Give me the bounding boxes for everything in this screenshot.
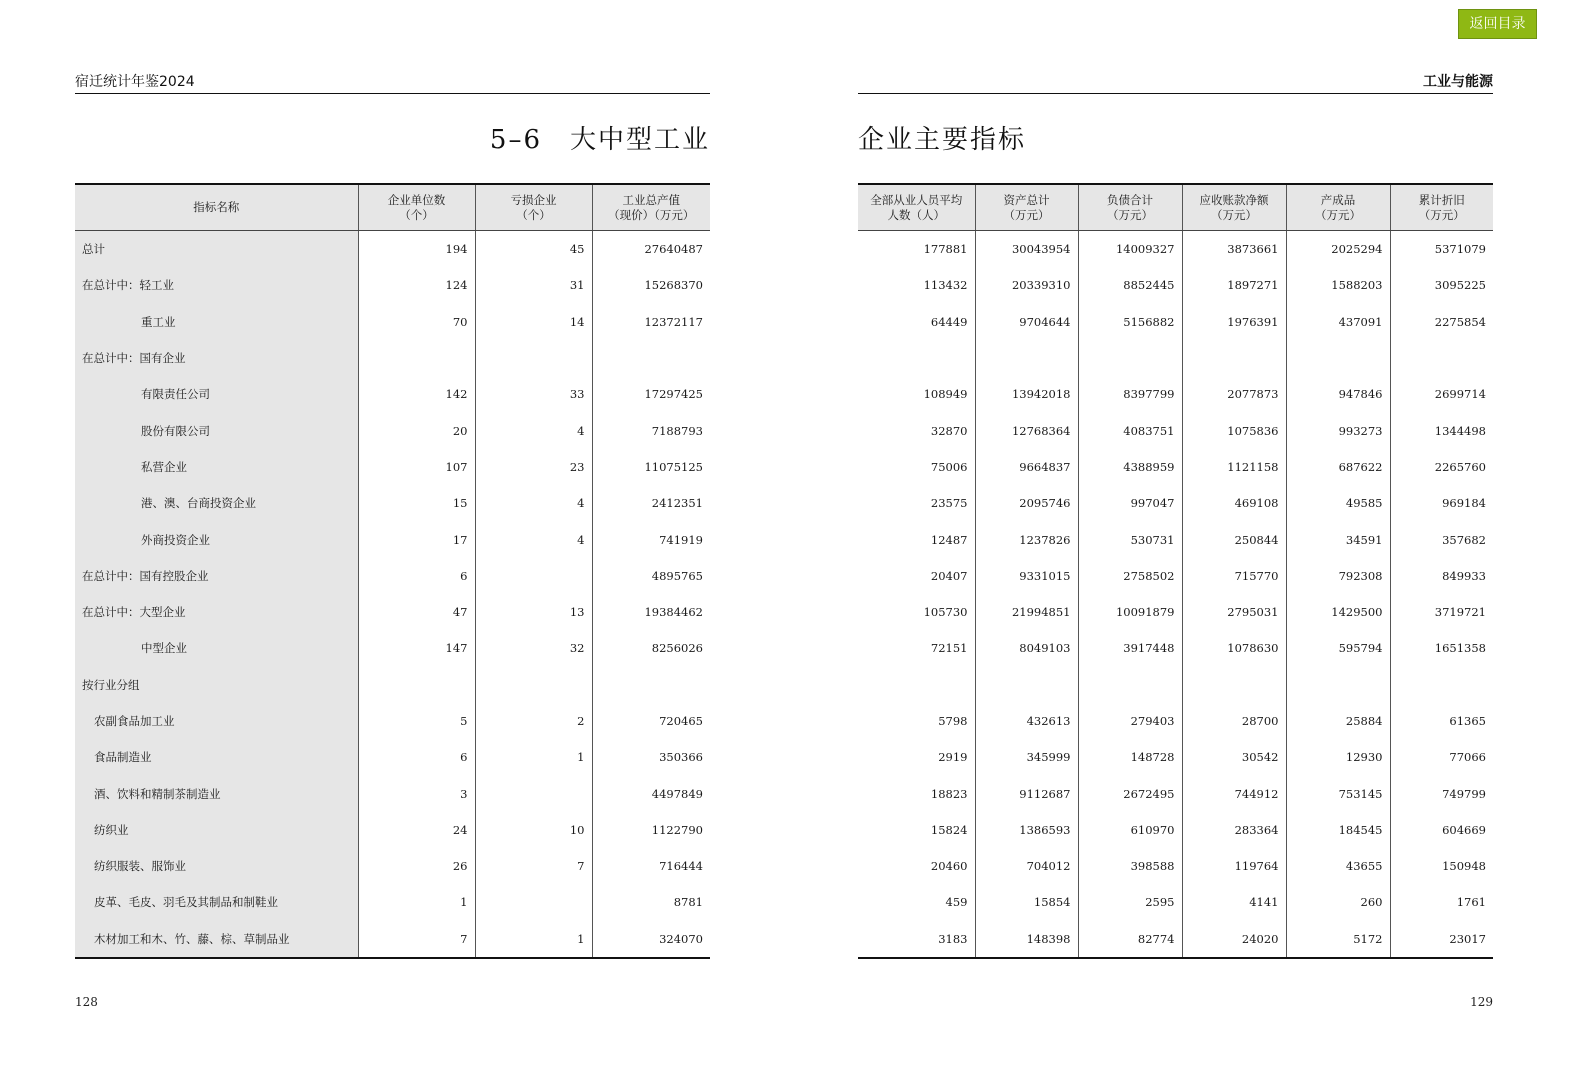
table-cell: 1386593 <box>975 812 1078 848</box>
table-cell: 5798 <box>938 714 968 728</box>
table-cell: 1897271 <box>1182 267 1286 303</box>
table-cell: 15 <box>358 485 475 521</box>
table-cell: 3873661 <box>1182 231 1286 268</box>
table-row <box>75 412 710 448</box>
table-row <box>858 775 1493 811</box>
table-header-row <box>858 184 1493 231</box>
table-cell: 30542 <box>1182 739 1286 775</box>
table-row <box>75 340 710 376</box>
table-row <box>858 812 1493 848</box>
table-cell: 604669 <box>1390 812 1493 848</box>
table-cell: 61365 <box>1390 703 1493 739</box>
table-cell: 704012 <box>975 848 1078 884</box>
table-cell: 2595 <box>1078 884 1182 920</box>
table-cell: 8256026 <box>592 630 710 666</box>
table-cell: 75006 <box>930 459 968 474</box>
table-cell: 72151 <box>930 641 968 656</box>
row-label: 中型企业 <box>75 630 358 666</box>
table-cell: 2 <box>475 703 592 739</box>
table-row <box>858 703 1493 739</box>
column-header: 应收账款净额 （万元） <box>1182 184 1286 231</box>
page-number-right: 129 <box>1470 995 1493 1009</box>
table-cell <box>1286 667 1390 703</box>
column-header: 亏损企业 （个） <box>475 184 592 231</box>
table-row <box>858 231 1493 268</box>
row-label: 食品制造业 <box>75 739 358 775</box>
table-cell: 4 <box>475 485 592 521</box>
table-cell: 142 <box>358 376 475 412</box>
table-cell <box>858 340 975 376</box>
table-cell: 10091879 <box>1078 594 1182 630</box>
table-cell: 792308 <box>1286 558 1390 594</box>
table-cell: 2699714 <box>1390 376 1493 412</box>
running-head-right: 工业与能源 <box>1423 74 1493 90</box>
table-cell: 283364 <box>1182 812 1286 848</box>
table-cell: 11075125 <box>592 449 710 485</box>
table-cell: 2095746 <box>975 485 1078 521</box>
table-cell: 997047 <box>1078 485 1182 521</box>
table-cell: 194 <box>358 231 475 268</box>
table-cell: 10 <box>475 812 592 848</box>
table-cell: 20460 <box>930 859 968 874</box>
table-cell <box>358 340 475 376</box>
table-cell: 469108 <box>1182 485 1286 521</box>
table-cell: 4083751 <box>1078 412 1182 448</box>
table-row <box>858 412 1493 448</box>
return-to-contents-button[interactable]: 返回目录 <box>1458 9 1537 39</box>
row-label: 有限责任公司 <box>75 376 358 412</box>
table-cell: 324070 <box>592 921 710 958</box>
table-cell: 398588 <box>1078 848 1182 884</box>
table-cell: 250844 <box>1182 521 1286 557</box>
row-label: 在总计中：轻工业 <box>75 267 358 303</box>
table-row <box>75 449 710 485</box>
table-row <box>75 884 710 920</box>
table-cell: 6 <box>358 739 475 775</box>
table-cell <box>858 667 975 703</box>
table-cell: 1761 <box>1390 884 1493 920</box>
table-cell: 43655 <box>1286 848 1390 884</box>
row-label: 木材加工和木、竹、藤、棕、草制品业 <box>75 921 358 958</box>
table-cell: 260 <box>1286 884 1390 920</box>
table-cell: 70 <box>358 304 475 340</box>
table-cell: 20 <box>358 412 475 448</box>
table-cell: 1344498 <box>1390 412 1493 448</box>
table-cell: 1651358 <box>1390 630 1493 666</box>
table-row <box>75 630 710 666</box>
table-cell <box>975 667 1078 703</box>
table-row <box>75 812 710 848</box>
table-cell: 459 <box>945 895 968 910</box>
table-cell: 4141 <box>1182 884 1286 920</box>
table-row <box>75 739 710 775</box>
table-cell <box>475 884 592 920</box>
table-cell: 2077873 <box>1182 376 1286 412</box>
table-cell: 2758502 <box>1078 558 1182 594</box>
table-row <box>858 485 1493 521</box>
table-cell: 7 <box>475 848 592 884</box>
table-row <box>75 775 710 811</box>
running-head-left: 宿迁统计年鉴2024 <box>75 74 195 90</box>
table-cell: 530731 <box>1078 521 1182 557</box>
table-cell: 24 <box>358 812 475 848</box>
table-cell: 1 <box>475 739 592 775</box>
table-cell <box>1182 340 1286 376</box>
data-table-right <box>858 183 1493 959</box>
table-cell: 1429500 <box>1286 594 1390 630</box>
table-cell: 8852445 <box>1078 267 1182 303</box>
table-cell: 12487 <box>930 532 968 547</box>
table-cell: 720465 <box>592 703 710 739</box>
table-cell: 18823 <box>930 786 968 801</box>
table-cell: 14 <box>475 304 592 340</box>
table-cell: 19384462 <box>592 594 710 630</box>
table-row <box>858 739 1493 775</box>
table-cell <box>475 558 592 594</box>
table-cell: 30043954 <box>975 231 1078 268</box>
table-cell <box>1182 667 1286 703</box>
table-cell: 993273 <box>1286 412 1390 448</box>
row-label: 按行业分组 <box>75 667 358 703</box>
table-cell: 32 <box>475 630 592 666</box>
table-row <box>858 667 1493 703</box>
table-row <box>75 703 710 739</box>
table-cell: 24020 <box>1182 921 1286 958</box>
table-cell: 969184 <box>1390 485 1493 521</box>
table-cell: 595794 <box>1286 630 1390 666</box>
table-cell: 1 <box>475 921 592 958</box>
table-cell: 6 <box>358 558 475 594</box>
table-row <box>858 449 1493 485</box>
table-cell <box>1286 340 1390 376</box>
table-cell: 147 <box>358 630 475 666</box>
table-cell: 17 <box>358 521 475 557</box>
table-row <box>858 848 1493 884</box>
table-header-row <box>75 184 710 231</box>
table-row <box>75 231 710 268</box>
table-cell: 279403 <box>1078 703 1182 739</box>
table-cell: 124 <box>358 267 475 303</box>
table-row <box>858 304 1493 340</box>
table-cell: 715770 <box>1182 558 1286 594</box>
row-label: 纺织业 <box>75 812 358 848</box>
table-cell: 610970 <box>1078 812 1182 848</box>
table-row <box>75 558 710 594</box>
table-row <box>75 848 710 884</box>
table-cell: 716444 <box>592 848 710 884</box>
table-cell: 3095225 <box>1390 267 1493 303</box>
table-row <box>75 376 710 412</box>
table-cell: 437091 <box>1286 304 1390 340</box>
column-header: 资产总计 （万元） <box>975 184 1078 231</box>
table-cell: 4388959 <box>1078 449 1182 485</box>
row-label: 在总计中：国有企业 <box>75 340 358 376</box>
table-cell <box>1078 340 1182 376</box>
table-cell: 77066 <box>1390 739 1493 775</box>
column-header: 企业单位数 （个） <box>358 184 475 231</box>
table-cell: 345999 <box>975 739 1078 775</box>
data-table-left <box>75 183 710 959</box>
table-cell: 23017 <box>1390 921 1493 958</box>
column-header: 指标名称 <box>75 184 358 231</box>
table-row <box>858 630 1493 666</box>
header-rule-left <box>75 93 710 94</box>
table-row <box>858 558 1493 594</box>
table-cell: 4497849 <box>592 775 710 811</box>
row-label: 港、澳、台商投资企业 <box>75 485 358 521</box>
table-cell: 2412351 <box>592 485 710 521</box>
row-label: 农副食品加工业 <box>75 703 358 739</box>
table-cell: 13 <box>475 594 592 630</box>
table-cell: 108949 <box>923 387 968 402</box>
table-cell: 849933 <box>1390 558 1493 594</box>
table-cell: 26 <box>358 848 475 884</box>
row-label: 在总计中：国有控股企业 <box>75 558 358 594</box>
table-cell <box>475 775 592 811</box>
table-cell: 5172 <box>1286 921 1390 958</box>
column-header: 全部从业人员平均 人数（人） <box>858 184 975 231</box>
table-cell: 32870 <box>930 423 968 438</box>
table-cell: 23 <box>475 449 592 485</box>
table-cell <box>975 340 1078 376</box>
table-cell: 4 <box>475 521 592 557</box>
column-header: 产成品 （万元） <box>1286 184 1390 231</box>
table-cell: 947846 <box>1286 376 1390 412</box>
table-cell: 25884 <box>1286 703 1390 739</box>
table-cell: 2025294 <box>1286 231 1390 268</box>
table-cell: 15824 <box>930 822 968 837</box>
table-cell: 2672495 <box>1078 775 1182 811</box>
table-row <box>75 267 710 303</box>
table-cell: 27640487 <box>592 231 710 268</box>
table-cell: 1075836 <box>1182 412 1286 448</box>
table-cell: 13942018 <box>975 376 1078 412</box>
table-cell: 2265760 <box>1390 449 1493 485</box>
row-label: 纺织服装、服饰业 <box>75 848 358 884</box>
row-label: 皮革、毛皮、羽毛及其制品和制鞋业 <box>75 884 358 920</box>
table-cell: 14009327 <box>1078 231 1182 268</box>
table-row <box>858 376 1493 412</box>
table-row <box>858 340 1493 376</box>
table-cell: 113432 <box>923 278 968 293</box>
row-label: 外商投资企业 <box>75 521 358 557</box>
row-label: 酒、饮料和精制茶制造业 <box>75 775 358 811</box>
table-cell: 2919 <box>938 750 968 765</box>
table-row <box>75 304 710 340</box>
table-cell: 753145 <box>1286 775 1390 811</box>
column-header: 累计折旧 （万元） <box>1390 184 1493 231</box>
table-cell: 148728 <box>1078 739 1182 775</box>
table-cell: 3183 <box>858 921 975 958</box>
table-cell: 9112687 <box>975 775 1078 811</box>
table-cell: 17297425 <box>592 376 710 412</box>
table-cell <box>592 667 710 703</box>
table-cell: 31 <box>475 267 592 303</box>
table-cell <box>358 667 475 703</box>
table-title-left: 5–6 大中型工业 <box>489 125 710 155</box>
table-row <box>858 594 1493 630</box>
table-cell: 34591 <box>1286 521 1390 557</box>
table-cell: 33 <box>475 376 592 412</box>
table-cell <box>1078 667 1182 703</box>
table-cell: 21994851 <box>975 594 1078 630</box>
row-label: 重工业 <box>75 304 358 340</box>
table-cell: 4 <box>475 412 592 448</box>
table-cell: 28700 <box>1182 703 1286 739</box>
table-cell: 45 <box>475 231 592 268</box>
table-cell: 1121158 <box>1182 449 1286 485</box>
header-rule-right <box>858 93 1493 94</box>
table-row <box>75 667 710 703</box>
table-cell: 1588203 <box>1286 267 1390 303</box>
table-cell: 5371079 <box>1390 231 1493 268</box>
table-cell: 148398 <box>975 921 1078 958</box>
table-cell <box>475 667 592 703</box>
table-cell: 15268370 <box>592 267 710 303</box>
table-cell: 20407 <box>930 568 968 583</box>
table-cell: 432613 <box>975 703 1078 739</box>
table-cell: 2275854 <box>1390 304 1493 340</box>
table-cell: 105730 <box>923 605 968 620</box>
table-cell: 350366 <box>592 739 710 775</box>
table-cell: 9331015 <box>975 558 1078 594</box>
row-label: 在总计中：大型企业 <box>75 594 358 630</box>
table-cell: 184545 <box>1286 812 1390 848</box>
table-cell: 7188793 <box>592 412 710 448</box>
table-cell: 1237826 <box>975 521 1078 557</box>
table-cell <box>475 340 592 376</box>
table-row <box>858 921 1493 958</box>
table-cell: 4895765 <box>592 558 710 594</box>
table-cell: 8049103 <box>975 630 1078 666</box>
table-cell: 23575 <box>930 496 968 511</box>
column-header: 负债合计 （万元） <box>1078 184 1182 231</box>
table-row <box>858 884 1493 920</box>
table-cell: 9704644 <box>975 304 1078 340</box>
table-cell: 9664837 <box>975 449 1078 485</box>
table-cell: 49585 <box>1286 485 1390 521</box>
table-row <box>75 594 710 630</box>
column-header: 工业总产值 （现价）（万元） <box>592 184 710 231</box>
row-label: 私营企业 <box>75 449 358 485</box>
table-cell: 2795031 <box>1182 594 1286 630</box>
table-cell: 82774 <box>1078 921 1182 958</box>
table-cell: 5 <box>358 703 475 739</box>
table-cell: 749799 <box>1390 775 1493 811</box>
table-cell: 15854 <box>975 884 1078 920</box>
table-cell: 7 <box>358 921 475 958</box>
table-cell: 12768364 <box>975 412 1078 448</box>
table-cell: 1976391 <box>1182 304 1286 340</box>
row-label: 总计 <box>75 231 358 268</box>
table-cell: 357682 <box>1390 521 1493 557</box>
table-cell: 177881 <box>923 242 968 257</box>
table-cell: 119764 <box>1182 848 1286 884</box>
table-cell: 744912 <box>1182 775 1286 811</box>
table-cell: 3719721 <box>1390 594 1493 630</box>
row-label: 股份有限公司 <box>75 412 358 448</box>
table-cell: 1122790 <box>592 812 710 848</box>
table-cell: 5156882 <box>1078 304 1182 340</box>
table-cell: 150948 <box>1390 848 1493 884</box>
table-cell: 107 <box>358 449 475 485</box>
page-number-left: 128 <box>75 995 98 1009</box>
table-cell: 687622 <box>1286 449 1390 485</box>
table-cell: 12930 <box>1286 739 1390 775</box>
table-row <box>75 921 710 958</box>
table-cell: 12372117 <box>592 304 710 340</box>
table-row <box>75 521 710 557</box>
table-title-right: 企业主要指标 <box>858 125 1027 155</box>
table-row <box>858 521 1493 557</box>
table-row <box>858 267 1493 303</box>
table-cell <box>1390 667 1493 703</box>
table-cell: 64449 <box>930 314 968 329</box>
table-cell: 3917448 <box>1078 630 1182 666</box>
table-cell <box>592 340 710 376</box>
table-cell: 20339310 <box>975 267 1078 303</box>
table-cell: 47 <box>358 594 475 630</box>
table-cell <box>1390 340 1493 376</box>
table-cell: 1 <box>358 884 475 920</box>
table-cell: 1078630 <box>1182 630 1286 666</box>
table-row <box>75 485 710 521</box>
table-cell: 3 <box>358 775 475 811</box>
table-cell: 741919 <box>592 521 710 557</box>
table-cell: 8781 <box>592 884 710 920</box>
table-cell: 8397799 <box>1078 376 1182 412</box>
